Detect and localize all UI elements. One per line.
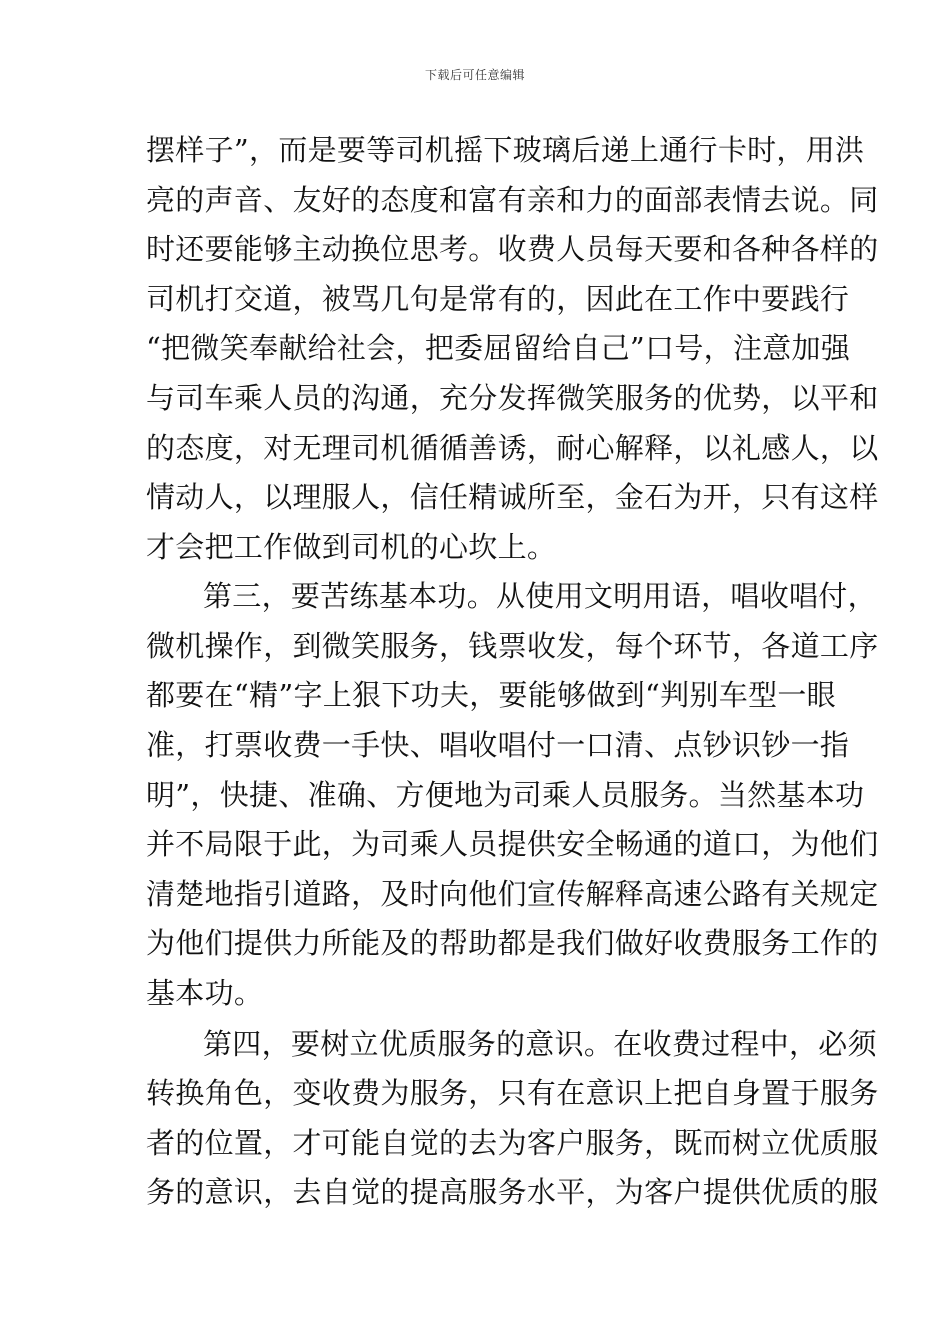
text-line: 明”，快捷、准确、方便地为司乘人员服务。当然基本功	[146, 778, 865, 812]
text-line: 与司车乘人员的沟通，充分发挥微笑服务的优势，以平和	[146, 381, 879, 415]
text-line: 的态度，对无理司机循循善诱，耐心解释，以礼感人，以	[146, 431, 879, 465]
text-line: 清楚地指引道路，及时向他们宣传解释高速公路有关规定	[146, 877, 879, 911]
text-line: 时还要能够主动换位思考。收费人员每天要和各种各样的	[146, 232, 879, 266]
text-line: 者的位置，才可能自觉的去为客户服务，既而树立优质服	[146, 1126, 879, 1160]
text-line: 转换角色，变收费为服务，只有在意识上把自身置于服务	[146, 1076, 879, 1110]
paragraph-start: 第三，要苦练基本功。从使用文明用语，唱收唱付，	[203, 579, 877, 613]
text-line: 务的意识，去自觉的提高服务水平，为客户提供优质的服	[146, 1175, 879, 1209]
text-line: 都要在“精”字上狠下功夫，要能够做到“判别车型一眼	[146, 678, 836, 712]
text-line: 摆样子”，而是要等司机摇下玻璃后递上通行卡时，用洪	[146, 133, 865, 167]
text-line: 情动人，以理服人，信任精诚所至，金石为开，只有这样	[146, 480, 879, 514]
text-line: 亮的声音、友好的态度和富有亲和力的面部表情去说。同	[146, 183, 879, 217]
page-header: 下载后可任意编辑	[424, 68, 525, 82]
text-line: “把微笑奉献给社会，把委屈留给自己”口号，注意加强	[146, 331, 851, 365]
text-line: 微机操作，到微笑服务，钱票收发，每个环节，各道工序	[146, 629, 879, 663]
text-line: 为他们提供力所能及的帮助都是我们做好收费服务工作的	[146, 926, 879, 960]
text-line: 准，打票收费一手快、唱收唱付一口清、点钞识钞一指	[146, 728, 850, 762]
text-line: 并不局限于此，为司乘人员提供安全畅通的道口，为他们	[146, 827, 879, 861]
paragraph-start: 第四，要树立优质服务的意识。在收费过程中，必须	[203, 1027, 877, 1061]
text-line: 才会把工作做到司机的心坎上。	[146, 530, 557, 564]
text-line: 基本功。	[146, 976, 264, 1010]
text-line: 司机打交道，被骂几句是常有的，因此在工作中要践行	[146, 282, 850, 316]
